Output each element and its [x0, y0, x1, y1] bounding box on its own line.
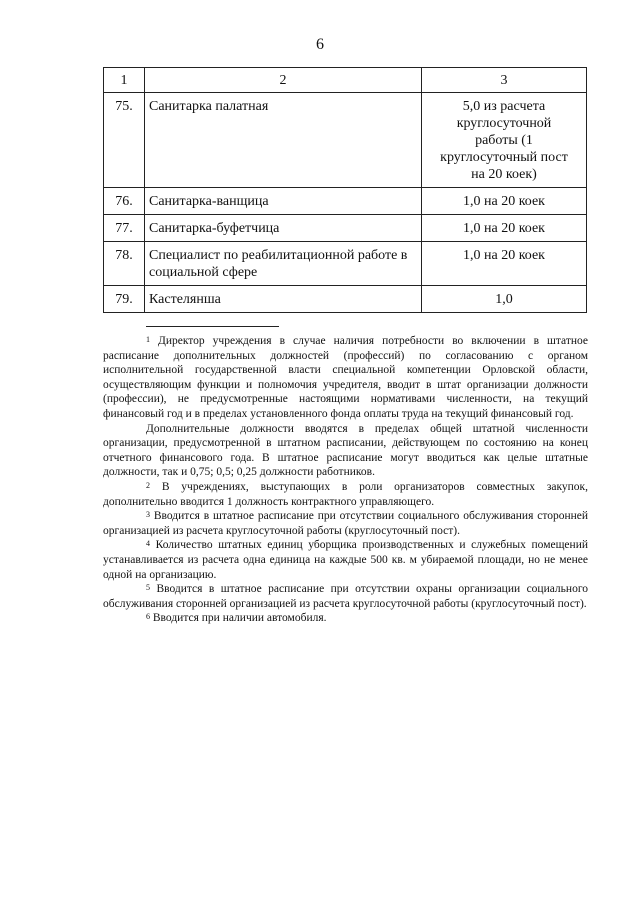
row-number: 77. [104, 215, 145, 242]
footnote-text: Директор учреждения в случае наличия потребности во включении в штатное расписание дополнительных должностей (профессий) по согласованию с органом исполнительной государственной власти специальной компетенции Орловской области, осуществляющим функции и полномочия учредителя, вводит в штат организации должности (профессии), не предусмотренные настоящими нормативами численности, на текущий финансовый год и в пределах установленного фонда оплаты труда на текущий финансовый год. [103, 335, 589, 420]
position-name: Санитарка-ванщица [145, 188, 422, 215]
footnotes [103, 334, 588, 626]
row-number: 75. [104, 93, 145, 188]
table-row [104, 242, 587, 286]
position-name: Специалист по реабилитационной работе в социальной сфере [145, 242, 422, 286]
footnote [103, 334, 588, 422]
table-header-row [104, 68, 587, 93]
row-number: 78. [104, 242, 145, 286]
footnote [103, 582, 588, 611]
table-row [104, 215, 587, 242]
footnote [103, 422, 588, 480]
position-name: Кастелянша [145, 286, 422, 313]
position-name: Санитарка палатная [145, 93, 422, 188]
footnote-text: Вводится в штатное расписание при отсутствии охраны организации социального обслуживания сторонней организацией из расчета круглосуточной работы (круглосуточный пост). [103, 583, 589, 610]
header-cell-2: 2 [145, 68, 422, 93]
footnote [103, 538, 588, 582]
footnote [103, 611, 588, 626]
footnote-text: Вводится в штатное расписание при отсутствии социального обслуживания сторонней организацией из расчета круглосуточной работы (круглосуточный пост). [103, 510, 589, 537]
header-cell-3: 3 [422, 68, 587, 93]
table-row [104, 93, 587, 188]
table-row [104, 286, 587, 313]
staffing-table [103, 67, 587, 313]
footnote-mark: 5 [146, 583, 150, 593]
footnote-text: Количество штатных единиц уборщика производственных и служебных помещений устанавливается из расчета одна единица на каждые 500 кв. м убираемой площади, но не менее одной на организацию. [103, 539, 589, 581]
footnote-text: Вводится при наличии автомобиля. [152, 612, 327, 625]
footnote-text: В учреждениях, выступающих в роли организаторов совместных закупок, дополнительно вводится 1 должность контрактного управляющего. [103, 480, 589, 508]
footnote [103, 480, 588, 509]
position-quota: 1,0 на 20 коек [422, 188, 587, 215]
position-quota: 1,0 [422, 286, 587, 313]
footnote-mark: 3 [146, 510, 150, 520]
footnote-mark: 4 [146, 539, 150, 549]
footnote-mark: 1 [146, 335, 150, 344]
footnote-mark: 6 [146, 612, 150, 622]
page-number: 6 [316, 36, 324, 53]
footnote-mark: 2 [146, 480, 150, 490]
position-quota: 1,0 на 20 коек [422, 242, 587, 286]
table-row [104, 188, 587, 215]
position-quota [422, 93, 587, 188]
position-quota: 1,0 на 20 коек [422, 215, 587, 242]
position-quota-text: 5,0 из расчета круглосуточной работы (1 круглосуточный пост на 20 коек) [440, 99, 568, 182]
header-cell-1: 1 [104, 68, 145, 93]
row-number: 76. [104, 188, 145, 215]
footnote [103, 509, 588, 538]
footnote-text: Дополнительные должности вводятся в пределах общей штатной численности организации, предусмотренной в штатном расписании, действующем по состоянию на конец отчетного финансового года. В штатное расписание могут вводиться как целые штатные должности, так и 0,75; 0,5; 0,25 должности работников. [103, 422, 588, 479]
position-name: Санитарка-буфетчица [145, 215, 422, 242]
row-number: 79. [104, 286, 145, 313]
footnote-separator [146, 326, 279, 327]
